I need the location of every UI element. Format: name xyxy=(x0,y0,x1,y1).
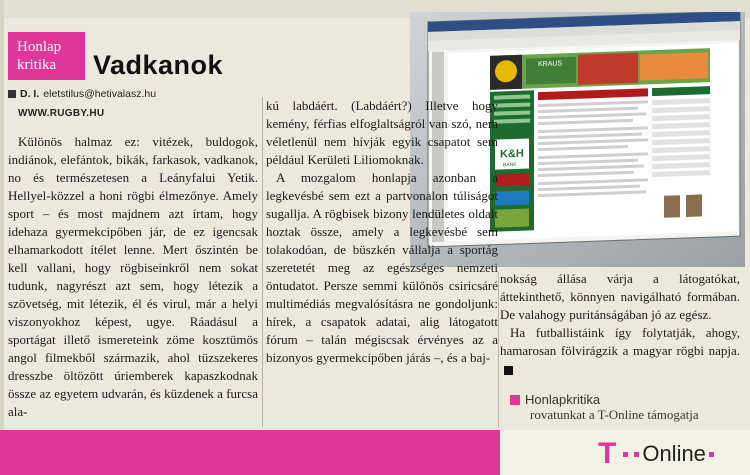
byline-square-icon xyxy=(8,90,16,98)
site-banner-title: KRAUS xyxy=(538,60,563,69)
t-online-logo-mark: T xyxy=(598,437,617,470)
sponsor-square-icon xyxy=(510,395,520,405)
article-paragraph: nokság állása várja a látogatókat, áttekinthető, könnyen navigálható formában. De valahogy puritánságában jó az egész. xyxy=(500,271,740,322)
page-edge xyxy=(0,0,4,475)
reviewed-site-url[interactable]: WWW.RUGBY.HU xyxy=(18,108,105,119)
article-closing-text: Ha futballistáink így folytatják, ahogy, hamarosan fölvirágzik a magyar rögbi napja. xyxy=(500,325,740,358)
byline-email[interactable]: eletstilus@hetivalasz.hu xyxy=(43,88,157,100)
column-divider xyxy=(262,97,263,427)
end-mark-icon xyxy=(504,366,513,375)
byline-author: D. I. xyxy=(20,88,40,100)
article-column-1 xyxy=(8,133,258,421)
t-online-logo xyxy=(598,437,717,470)
t-online-logo-text: Online xyxy=(642,441,706,466)
article-paragraph: kú labdáért. (Labdáért?) Illetve hogy kemény, férfias elfoglaltságról van szó, nem véletlenül nem hívják egyik csapatot sem például Kerületi Liliomoknak. xyxy=(266,98,498,167)
article-column-3 xyxy=(500,270,740,378)
section-badge xyxy=(8,32,85,80)
footer-pink-bar xyxy=(0,430,500,475)
article-column-2 xyxy=(266,97,498,367)
article-paragraph: Különös halmaz ez: vitézek, buldogok, indiánok, elefántok, bikák, farkasok, vadkanok, no és természetesen a Leányfalui Yetik. Hellyel-közzel a honi rögbi élmezőnye. Amely sport – és most majdnem azt írtam, hogy idehaza gyermekcipőben jár, de ez igencsak elhamarkodott ítélet lenne. Mert őszintén be kell vallani, hogy rögbiseinkről nem sokat tudunk, nagyrészt azt sem, hogy létezik a szövetség, mit létezik, él és virul, már a helyi viszonyokhoz képest, ugye. Ráadásul a sportágat illető ismereteink zöme kosztümös angol filmekből származik, ahol tüzszekeres dresszbe öltözött úriemberek kapaszkodnak össze az egyetem udvarán, és küzdenek a furcsa ala- xyxy=(8,134,258,419)
article-title: Vadkanok xyxy=(93,50,224,80)
logo-dot-icon xyxy=(634,452,639,457)
sponsor-subtitle: rovatunkat a T-Online támogatja xyxy=(530,407,699,422)
byline xyxy=(8,88,156,100)
sponsor-label xyxy=(510,392,600,407)
logo-dot-icon xyxy=(709,452,714,457)
section-badge-line1: Honlap xyxy=(17,39,62,55)
logo-dot-icon xyxy=(623,452,628,457)
section-badge-line2: kritika xyxy=(17,57,57,73)
sidebar-bank-logo: K&H xyxy=(500,147,524,161)
article-paragraph: A mozgalom honlapja azonban a legkevésbé sem ezt a partvonalon túliságot sugallja. A rögbisek bizony lendületes oldalt hoztak össze, amely a legkevésbé sem tolakodóan, de büszkén vállalja a sportág szeretetét meg az egészséges nemzeti öntudatot. Persze semmi különös csiricsáré multimédiás megvalósításra ne gondoljunk: hírek, a csapatok adatai, alig látogatott fórum – talán mégiscsak érvényes az a bizonyos gyermekcipőben járás –, és a baj- xyxy=(266,170,498,365)
sponsor-label-text: Honlapkritika xyxy=(525,392,601,407)
column-divider xyxy=(498,272,499,427)
sidebar-bank-logo-sub: BANK xyxy=(503,161,517,169)
article-paragraph xyxy=(500,324,740,378)
